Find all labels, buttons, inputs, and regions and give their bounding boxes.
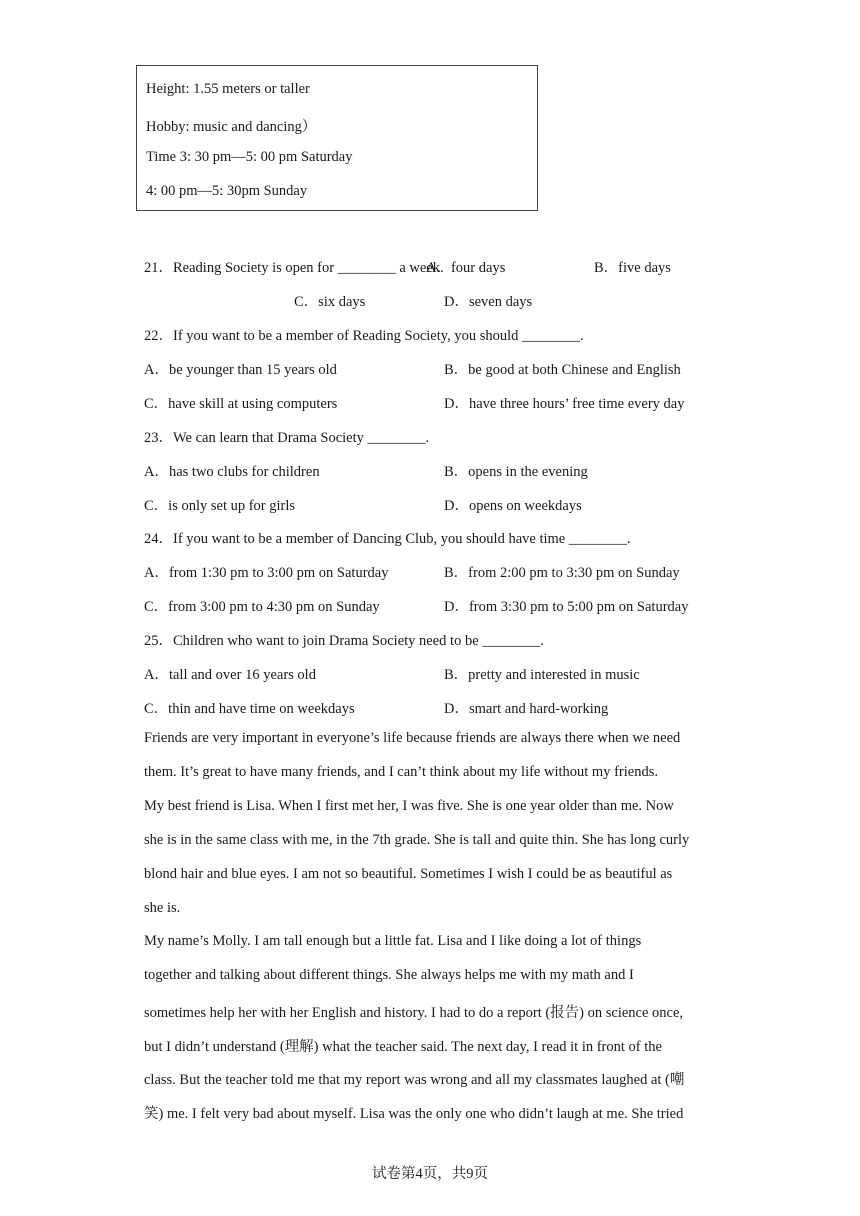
passage-line: sometimes help her with her English and history. I had to do a report (报告) on science once, [144, 1005, 684, 1021]
question-21-option-d: D．seven days [444, 294, 533, 310]
question-21-stem: 21．Reading Society is open for ________ a week. [144, 260, 444, 276]
passage-line: she is in the same class with me, in the 7th grade. She is tall and quite thin. She has long curly [144, 832, 690, 848]
question-22-stem: 22．If you want to be a member of Reading Society, you should ________. [144, 328, 584, 344]
passage-line: class. But the teacher told me that my report was wrong and all my classmates laughed at (嘲 [144, 1072, 685, 1088]
question-25-option-a: A．tall and over 16 years old [144, 667, 316, 683]
notice-hobby: Hobby: music and dancing） [146, 119, 317, 135]
question-23-option-b: B．opens in the evening [444, 464, 588, 480]
question-25-option-d: D．smart and hard-working [444, 701, 609, 717]
question-25-option-c: C．thin and have time on weekdays [144, 701, 355, 717]
passage-line: them. It’s great to have many friends, and I can’t think about my life without my friends. [144, 764, 658, 780]
question-22-option-d: D．have three hours’ free time every day [444, 396, 685, 412]
question-24-option-a: A．from 1:30 pm to 3:00 pm on Saturday [144, 565, 389, 581]
passage-line: blond hair and blue eyes. I am not so beautiful. Sometimes I wish I could be as beautiful as [144, 866, 673, 882]
question-22-option-c: C．have skill at using computers [144, 396, 338, 412]
page-footer: 试卷第4页，共9页 [372, 1166, 488, 1182]
question-24-option-c: C．from 3:00 pm to 4:30 pm on Sunday [144, 599, 380, 615]
question-25-option-b: B．pretty and interested in music [444, 667, 640, 683]
question-23-option-d: D．opens on weekdays [444, 498, 582, 514]
passage-line: 笑) me. I felt very bad about myself. Lisa was the only one who didn’t laugh at me. She tried [144, 1106, 684, 1122]
passage-line: but I didn’t understand (理解) what the teacher said. The next day, I read it in front of the [144, 1039, 662, 1055]
question-22-option-a: A．be younger than 15 years old [144, 362, 337, 378]
question-22-option-b: B．be good at both Chinese and English [444, 362, 681, 378]
question-23-option-a: A．has two clubs for children [144, 464, 320, 480]
passage-line: My best friend is Lisa. When I first met her, I was five. She is one year older than me. Now [144, 798, 674, 814]
question-21-option-b: B．five days [594, 260, 671, 276]
notice-box [136, 65, 538, 211]
passage-line: Friends are very important in everyone’s life because friends are always there when we need [144, 730, 681, 746]
question-21-option-c: C．six days [294, 294, 366, 310]
notice-time-sunday: 4: 00 pm—5: 30pm Sunday [146, 183, 308, 199]
question-24-stem: 24．If you want to be a member of Dancing Club, you should have time ________. [144, 531, 631, 547]
notice-height: Height: 1.55 meters or taller [146, 81, 310, 97]
passage-line: she is. [144, 900, 181, 916]
question-24-option-d: D．from 3:30 pm to 5:00 pm on Saturday [444, 599, 689, 615]
question-25-stem: 25．Children who want to join Drama Society need to be ________. [144, 633, 544, 649]
notice-time-saturday: Time 3: 30 pm—5: 00 pm Saturday [146, 149, 353, 165]
question-23-option-c: C．is only set up for girls [144, 498, 296, 514]
question-21-option-a: A．four days [426, 260, 506, 276]
passage-line: together and talking about different things. She always helps me with my math and I [144, 967, 634, 983]
passage-line: My name’s Molly. I am tall enough but a little fat. Lisa and I like doing a lot of things [144, 933, 642, 949]
question-23-stem: 23．We can learn that Drama Society ________. [144, 430, 430, 446]
question-24-option-b: B．from 2:00 pm to 3:30 pm on Sunday [444, 565, 680, 581]
